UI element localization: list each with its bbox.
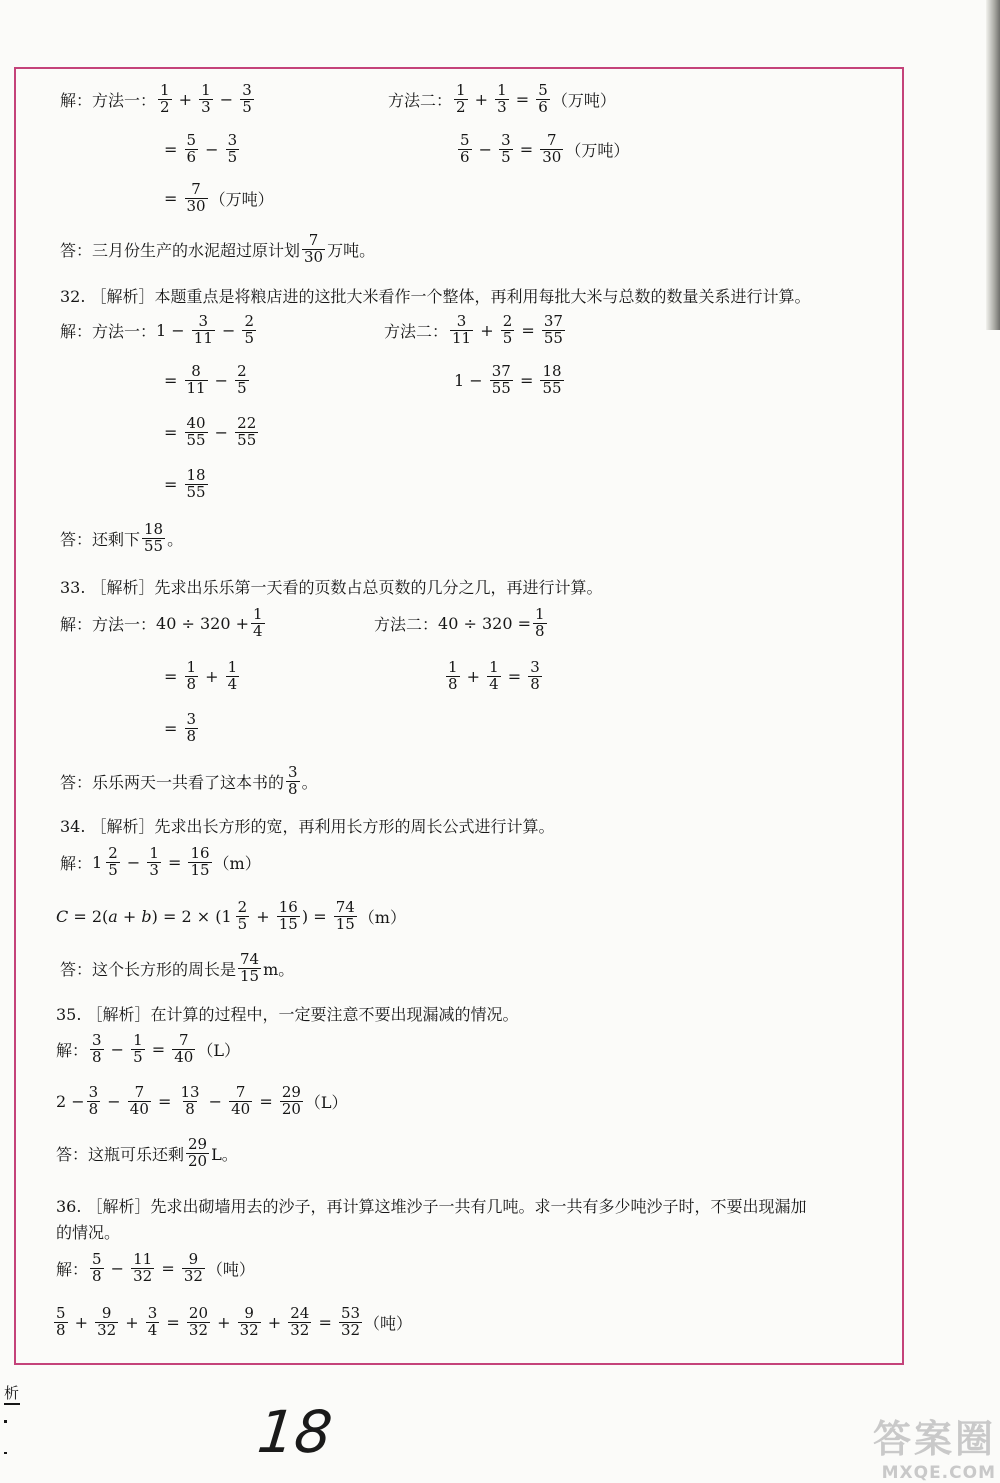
fraction: $\frac{13}{8}$ (180, 1083, 200, 1118)
q32-method1-line4: = $\frac{18}{55}$ (164, 466, 206, 501)
fraction: $\frac{1}{4}$ (252, 605, 263, 640)
q33-method1-line3: = $\frac{3}{8}$ (164, 710, 197, 745)
fraction: $\frac{2}{5}$ (108, 844, 118, 879)
fraction: $\frac{1}{5}$ (133, 1031, 143, 1066)
fraction: $\frac{1}{8}$ (448, 658, 458, 693)
fraction: $\frac{3}{5}$ (227, 131, 238, 166)
q34-line2: C = 2( a + b ) = 2 × ( 1 $\frac{2}{5}$ + $\frac{16}{15}$ ) = $\frac{74}{15}$ （m） (56, 898, 406, 933)
q35-answer: 答：这瓶可乐还剩 $\frac{29}{20}$ L。 (56, 1135, 238, 1170)
fraction: $\frac{5}{6}$ (460, 131, 470, 166)
q34-answer: 答：这个长方形的周长是 $\frac{74}{15}$ m。 (60, 950, 295, 985)
unit-label: （万吨） (551, 90, 616, 110)
q35-line2: 2 − $\frac{3}{8}$ − $\frac{7}{40}$ = $\frac{13}{8}$ − $\frac{7}{40}$ = $\frac{29}{20}$ （L） (56, 1083, 348, 1118)
fraction: $\frac{1}{4}$ (227, 658, 238, 693)
q31-method2-line2: $\frac{5}{6}$ − $\frac{3}{5}$ = $\frac{7}{30}$ （万吨） (460, 131, 630, 166)
fraction: $\frac{3}{8}$ (288, 763, 298, 798)
q33-method1-line2: = $\frac{1}{8}$ + $\frac{1}{4}$ (164, 658, 238, 693)
watermark-url: MXQE.COM (881, 1463, 996, 1483)
fraction: $\frac{3}{5}$ (501, 131, 511, 166)
fraction: $\frac{37}{55}$ (491, 362, 511, 397)
fraction: $\frac{3}{8}$ (186, 710, 197, 745)
q32-method1-line3: = $\frac{40}{55}$ − $\frac{22}{55}$ (164, 414, 257, 449)
fraction: $\frac{24}{32}$ (290, 1304, 310, 1339)
fraction: $\frac{5}{8}$ (92, 1250, 102, 1285)
fraction: $\frac{22}{55}$ (237, 414, 257, 449)
fraction: $\frac{29}{20}$ (188, 1135, 208, 1170)
unit-label: （万吨） (565, 140, 630, 160)
fraction: $\frac{7}{40}$ (231, 1083, 251, 1118)
fraction: $\frac{40}{55}$ (186, 414, 206, 449)
mixed-number: 1 $\frac{2}{5}$ (221, 898, 248, 933)
q31-method2-label: 方法二： (388, 90, 453, 110)
q34-line1: 解： 1 $\frac{2}{5}$ − $\frac{1}{3}$ = $\frac{16}{15}$ （m） (60, 844, 261, 879)
fraction: $\frac{18}{55}$ (542, 362, 562, 397)
fraction: $\frac{11}{32}$ (133, 1250, 153, 1285)
fraction: $\frac{18}{55}$ (144, 520, 164, 555)
q31-method1-line1: 解：方法一： $\frac{1}{2}$ + $\frac{1}{3}$ − $\frac{3}{5}$ (60, 81, 252, 116)
fraction: $\frac{3}{5}$ (242, 81, 252, 116)
q33-method1-line1: 解：方法一： 40 ÷ 320 + $\frac{1}{4}$ (60, 605, 263, 640)
q36-line1: 解： $\frac{5}{8}$ − $\frac{11}{32}$ = $\frac{9}{32}$ （吨） (56, 1250, 255, 1285)
q32-method1-line1: 解：方法一： 1 − $\frac{3}{11}$ − $\frac{2}{5}$ (60, 312, 254, 347)
fraction: $\frac{9}{32}$ (239, 1304, 259, 1339)
q33-heading: 33. ［解析］先求出乐乐第一天看的页数占总页数的几分之几，再进行计算。 (60, 578, 603, 597)
fraction: $\frac{7}{30}$ (304, 231, 324, 266)
fraction: $\frac{1}{2}$ (456, 81, 466, 116)
fraction: $\frac{2}{5}$ (244, 312, 254, 347)
fraction: $\frac{3}{8}$ (88, 1083, 99, 1118)
fraction: $\frac{9}{32}$ (183, 1250, 203, 1285)
q33-answer: 答：乐乐两天一共看了这本书的 $\frac{3}{8}$ 。 (60, 763, 318, 798)
q31-method1-line3: = $\frac{7}{30}$ （万吨） (164, 180, 274, 215)
mixed-number: 1 $\frac{2}{5}$ (92, 844, 118, 879)
fraction: $\frac{37}{55}$ (543, 312, 563, 347)
fraction: $\frac{3}{8}$ (92, 1031, 102, 1066)
fraction: $\frac{16}{15}$ (278, 898, 298, 933)
margin-dot (4, 1420, 7, 1423)
fraction: $\frac{53}{32}$ (340, 1304, 361, 1339)
margin-label: 析 (4, 1384, 20, 1402)
q31-answer: 答：三月份生产的水泥超过原计划 $\frac{7}{30}$ 万吨。 (60, 231, 376, 266)
fraction: $\frac{1}{4}$ (489, 658, 499, 693)
fraction: $\frac{5}{6}$ (538, 81, 548, 116)
margin-rule (4, 1403, 20, 1405)
fraction: $\frac{7}{40}$ (129, 1083, 149, 1118)
q36-line2: $\frac{5}{8}$ + $\frac{9}{32}$ + $\frac{3}{4}$ = $\frac{20}{32}$ + $\frac{9}{32}$ + $\frac{24}{32}$ = $\frac{53}{32}$ （吨） (56, 1304, 413, 1339)
fraction: $\frac{29}{20}$ (281, 1083, 301, 1118)
fraction: $\frac{8}{11}$ (186, 362, 206, 397)
fraction: $\frac{1}{3}$ (149, 844, 159, 879)
q35-heading: 35. ［解析］在计算的过程中，一定要注意不要出现漏减的情况。 (56, 1005, 519, 1024)
fraction: $\frac{7}{30}$ (186, 180, 206, 215)
fraction: $\frac{3}{4}$ (147, 1304, 158, 1339)
fraction: $\frac{2}{5}$ (237, 362, 247, 397)
fraction: $\frac{1}{3}$ (201, 81, 211, 116)
q32-method2-line1: 方法二： $\frac{3}{11}$ + $\frac{2}{5}$ = $\frac{37}{55}$ (384, 312, 563, 347)
fraction: $\frac{1}{8}$ (186, 658, 197, 693)
fraction: $\frac{20}{32}$ (188, 1304, 209, 1339)
fraction: $\frac{7}{40}$ (174, 1031, 194, 1066)
q31-solution-label: 解：方法一： (60, 90, 157, 110)
fraction: $\frac{7}{30}$ (542, 131, 562, 166)
q32-method1-line2: = $\frac{8}{11}$ − $\frac{2}{5}$ (164, 362, 247, 397)
fraction: $\frac{1}{3}$ (497, 81, 507, 116)
q36-heading: 36. ［解析］先求出砌墙用去的沙子，再计算这堆沙子一共有几吨。求一共有多少吨沙子时，不要出现漏加 的情况。 (56, 1197, 807, 1242)
q31-method2-line1: 方法二： $\frac{1}{2}$ + $\frac{1}{3}$ = $\frac{5}{6}$ （万吨） (388, 81, 616, 116)
q32-answer: 答：还剩下 $\frac{18}{55}$ 。 (60, 520, 184, 555)
q32-method2-line2: 1 − $\frac{37}{55}$ = $\frac{18}{55}$ (454, 362, 562, 397)
unit-label: （万吨） (209, 189, 274, 209)
q33-method2-line1: 方法二： 40 ÷ 320 = $\frac{1}{8}$ (374, 605, 545, 640)
fraction: $\frac{2}{5}$ (502, 312, 513, 347)
fraction: $\frac{3}{8}$ (530, 658, 540, 693)
fraction: $\frac{9}{32}$ (97, 1304, 117, 1339)
fraction: $\frac{18}{55}$ (186, 466, 206, 501)
fraction: $\frac{3}{11}$ (193, 312, 213, 347)
fraction: $\frac{74}{15}$ (240, 950, 260, 985)
watermark-text: 答案圈 (872, 1417, 996, 1461)
q34-heading: 34. ［解析］先求出长方形的宽，再利用长方形的周长公式进行计算。 (60, 817, 555, 836)
fraction: $\frac{1}{2}$ (160, 81, 170, 116)
q32-heading: 32. ［解析］本题重点是将粮店进的这批大米看作一个整体，再利用每批大米与总数的数量关系进行计算。 (60, 287, 811, 306)
fraction: $\frac{5}{6}$ (186, 131, 197, 166)
fraction: $\frac{3}{11}$ (452, 312, 472, 347)
fraction: $\frac{1}{8}$ (534, 605, 545, 640)
fraction: $\frac{16}{15}$ (190, 844, 210, 879)
handwritten-page-number: 18 (254, 1398, 336, 1466)
fraction: $\frac{5}{8}$ (56, 1304, 66, 1339)
margin-dot (4, 1452, 7, 1454)
fraction: $\frac{2}{5}$ (237, 898, 248, 933)
q35-line1: 解： $\frac{3}{8}$ − $\frac{1}{5}$ = $\frac{7}{40}$ （L） (56, 1031, 240, 1066)
watermark (736, 1408, 996, 1483)
fraction: $\frac{74}{15}$ (335, 898, 355, 933)
q33-method2-line2: $\frac{1}{8}$ + $\frac{1}{4}$ = $\frac{3}{8}$ (448, 658, 540, 693)
q31-method1-line2: = $\frac{5}{6}$ − $\frac{3}{5}$ (164, 131, 238, 166)
